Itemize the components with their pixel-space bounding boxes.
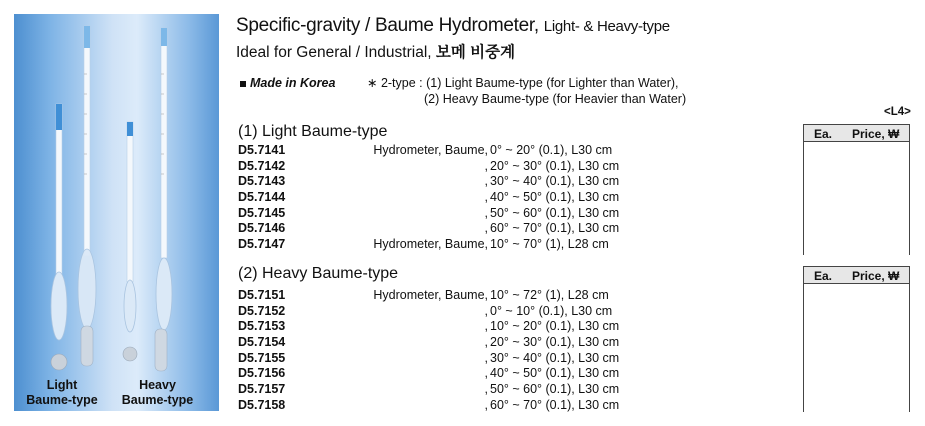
product-range: 40° ~ 50° (0.1), L30 cm (490, 190, 620, 205)
product-list-light (238, 143, 798, 253)
product-desc: , (484, 319, 488, 334)
product-code: D5.7147 (238, 237, 286, 252)
product-desc: , (484, 366, 488, 381)
product-desc: , (484, 158, 488, 173)
product-row (238, 221, 798, 237)
product-row (238, 398, 798, 414)
product-row (238, 304, 798, 320)
product-row (238, 237, 798, 253)
product-desc: , (484, 335, 488, 350)
product-photo (14, 14, 219, 411)
product-desc: , (484, 303, 488, 318)
origin-text: Made in Korea (250, 76, 336, 90)
product-range: 0° ~ 10° (0.1), L30 cm (490, 303, 613, 318)
product-desc: , (484, 190, 488, 205)
header-price: Price, ₩ (852, 127, 900, 141)
product-code: D5.7154 (238, 335, 286, 350)
product-desc: Hydrometer, Baume, (373, 237, 488, 252)
product-row (238, 319, 798, 335)
product-range: 30° ~ 40° (0.1), L30 cm (490, 174, 620, 189)
product-row (238, 335, 798, 351)
caption-heavy-line2: Baume-type (121, 393, 194, 407)
product-row (238, 351, 798, 367)
page-code: <L4> (884, 106, 911, 118)
product-desc: Hydrometer, Baume, (373, 143, 488, 157)
title-main: Specific-gravity / Baume Hydrometer, (236, 15, 539, 36)
product-code: D5.7157 (238, 382, 286, 397)
caption-light-line1: Light (46, 378, 78, 392)
product-desc: , (484, 221, 488, 236)
product-code: D5.7152 (238, 303, 286, 318)
caption-light-line2: Baume-type (26, 393, 98, 407)
price-table-header-heavy (803, 266, 910, 284)
product-desc: , (484, 397, 488, 412)
section-heading-heavy: (2) Heavy Baume-type (238, 265, 399, 282)
hydrometer-illustration (14, 14, 219, 411)
product-range: 10° ~ 20° (0.1), L30 cm (490, 319, 620, 334)
caption-heavy-line1: Heavy (139, 378, 176, 392)
product-row (238, 206, 798, 222)
product-code: D5.7151 (238, 288, 286, 302)
page-title (236, 15, 670, 37)
subtitle-korean: 보메 비중계 (435, 44, 516, 61)
product-row (238, 143, 798, 159)
product-desc: , (484, 350, 488, 365)
square-bullet-icon (240, 81, 246, 87)
product-code: D5.7153 (238, 319, 286, 334)
product-range: 10° ~ 72° (1), L28 cm (490, 288, 609, 302)
type-line-1: ∗ 2-type : (1) Light Baume-type (for Lighter than Water), (367, 76, 679, 90)
header-ea: Ea. (814, 127, 833, 141)
product-desc: , (484, 205, 488, 220)
product-code: D5.7144 (238, 190, 286, 205)
type-description (367, 75, 686, 107)
product-code: D5.7145 (238, 205, 286, 220)
title-suffix: Light- & Heavy-type (543, 18, 670, 35)
product-row (238, 174, 798, 190)
subtitle-text: Ideal for General / Industrial, (236, 44, 432, 61)
product-range: 50° ~ 60° (0.1), L30 cm (490, 382, 620, 397)
product-row (238, 382, 798, 398)
header-ea: Ea. (814, 269, 833, 283)
product-code: D5.7141 (238, 143, 286, 157)
product-row (238, 159, 798, 175)
product-range: 30° ~ 40° (0.1), L30 cm (490, 350, 620, 365)
product-code: D5.7143 (238, 174, 286, 189)
product-row (238, 190, 798, 206)
product-list-heavy (238, 288, 798, 414)
product-range: 20° ~ 30° (0.1), L30 cm (490, 158, 620, 173)
header-price: Price, ₩ (852, 269, 900, 283)
product-code: D5.7158 (238, 397, 286, 412)
product-code: D5.7146 (238, 221, 286, 236)
product-range: 60° ~ 70° (0.1), L30 cm (490, 221, 620, 236)
product-desc: , (484, 382, 488, 397)
origin-label (240, 76, 335, 90)
product-desc: , (484, 174, 488, 189)
page-subtitle (236, 40, 515, 62)
product-range: 0° ~ 20° (0.1), L30 cm (490, 143, 613, 157)
price-table-body-heavy (803, 284, 910, 412)
product-desc: Hydrometer, Baume, (373, 288, 488, 302)
product-range: 20° ~ 30° (0.1), L30 cm (490, 335, 620, 350)
section-heading-light: (1) Light Baume-type (238, 123, 388, 140)
type-line-2: (2) Heavy Baume-type (for Heavier than Water) (424, 92, 687, 106)
price-table-body-light (803, 142, 910, 255)
caption-light (22, 378, 102, 408)
product-range: 50° ~ 60° (0.1), L30 cm (490, 205, 620, 220)
product-row (238, 288, 798, 304)
product-range: 40° ~ 50° (0.1), L30 cm (490, 366, 620, 381)
product-code: D5.7142 (238, 158, 286, 173)
product-row (238, 366, 798, 382)
product-code: D5.7155 (238, 350, 286, 365)
product-range: 10° ~ 70° (1), L28 cm (490, 237, 609, 252)
price-table-header-light (803, 124, 910, 142)
product-range: 60° ~ 70° (0.1), L30 cm (490, 397, 620, 412)
caption-heavy (110, 378, 205, 408)
product-code: D5.7156 (238, 366, 286, 381)
